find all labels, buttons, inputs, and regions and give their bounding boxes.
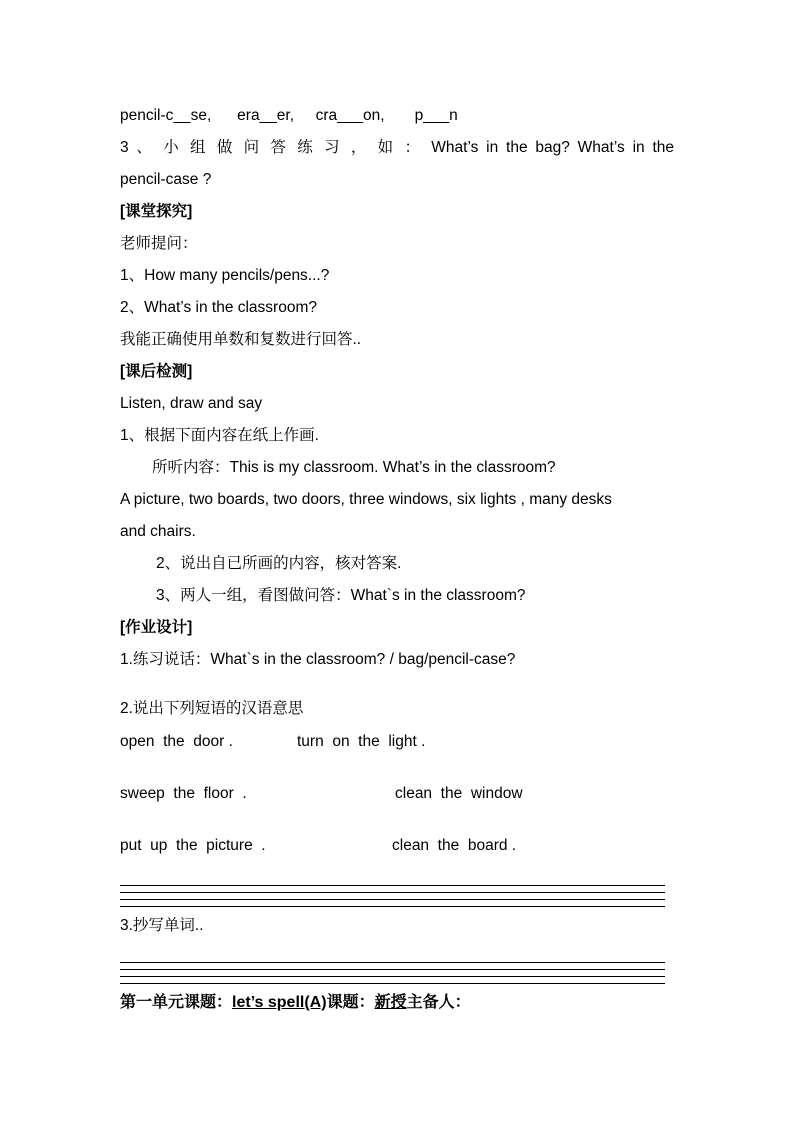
line-step-3: 3、两人一组，看图做问答：What`s in the classroom?: [156, 587, 526, 604]
phrase-clean-board: clean the board .: [392, 837, 517, 854]
footer-lesson-name: let’s spell(A): [232, 994, 327, 1011]
line-fill-blanks: pencil-c__se, era__er, cra___on, p___n: [120, 107, 458, 124]
footer-lesson-type: 新授: [374, 994, 407, 1011]
line-teacher-asks: 老师提问：: [120, 235, 198, 252]
phrase-clean-window: clean the window: [395, 785, 523, 802]
writing-lines-1: [120, 885, 665, 913]
line-draw: 1、根据下面内容在纸上作画.: [120, 427, 319, 444]
footer-label-preparer: 主备人：: [406, 994, 471, 1011]
footer-unit-title: [120, 993, 471, 1013]
line-step-2: 2、说出自已所画的内容，核对答案.: [156, 555, 402, 572]
footer-label-unit: 第一单元课题：: [120, 994, 233, 1011]
phrase-put-up-picture: put up the picture .: [120, 837, 266, 854]
line-exercise-3-cont: pencil-case ?: [120, 171, 212, 188]
line-answer-note: 我能正确使用单数和复数进行回答..: [120, 331, 362, 348]
line-hw-1: 1.练习说话：What`s in the classroom? / bag/pencil-case?: [120, 651, 516, 668]
line-hw-2: 2.说出下列短语的汉语意思: [120, 700, 304, 717]
heading-kehou: [课后检测]: [120, 363, 193, 380]
line-items: A picture, two boards, two doors, three windows, six lights , many desks: [120, 491, 612, 508]
footer-label-topic: 课题：: [326, 994, 375, 1011]
phrase-sweep-floor: sweep the floor .: [120, 785, 247, 802]
line-question-1: 1、How many pencils/pens...?: [120, 267, 330, 284]
line-question-2: 2、What’s in the classroom?: [120, 299, 317, 316]
line-listen: Listen, draw and say: [120, 395, 263, 412]
line-exercise-3: 3 、 小 组 做 问 答 练 习 ， 如 ： What’s in the bag? What’s in the: [120, 139, 674, 156]
phrase-turn-on-light: turn on the light .: [297, 733, 426, 750]
heading-zuoye: [作业设计]: [120, 619, 193, 636]
line-hw-3: 3.抄写单词..: [120, 917, 204, 934]
phrase-open-door: open the door .: [120, 733, 233, 750]
line-listen-content: 所听内容：This is my classroom. What’s in the classroom?: [152, 459, 556, 476]
writing-lines-2: [120, 962, 665, 990]
line-items-cont: and chairs.: [120, 523, 196, 540]
heading-ketang: [课堂探究]: [120, 203, 193, 220]
